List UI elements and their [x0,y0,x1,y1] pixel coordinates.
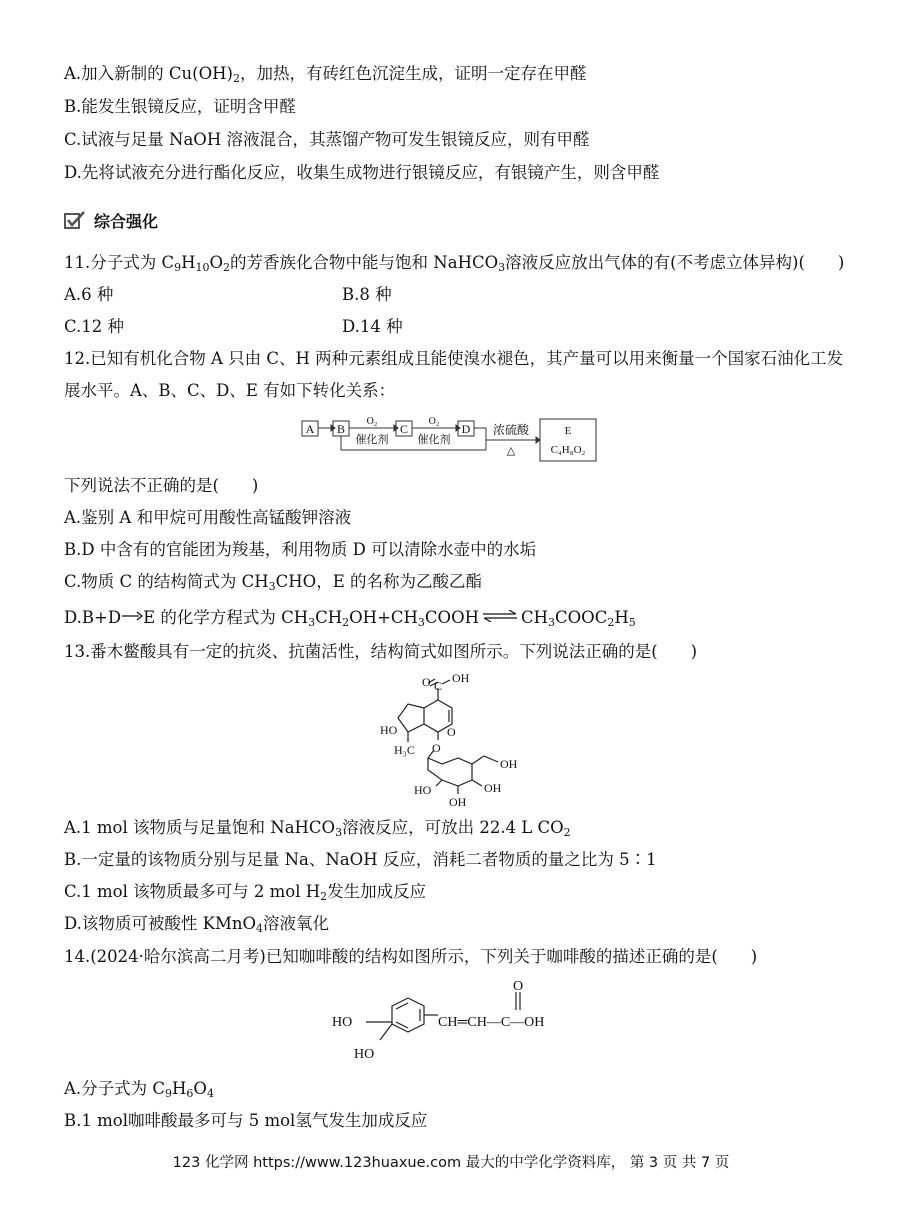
section-header [64,208,158,232]
svg-text:CH═CH—C—OH: CH═CH—C—OH [438,1015,545,1030]
q13-option-b: B.一定量的该物质分别与足量 Na、NaOH 反应，消耗二者物质的量之比为 5∶1 [64,850,657,869]
svg-text:O: O [422,675,431,689]
scheme-o2-2: O₂ [428,416,440,427]
svg-text:OH: OH [500,757,518,771]
q13-structure [372,666,552,810]
scheme-e-formula: C₄H₈O₂ [550,444,586,456]
q10-option-b: B.能发生银镜反应，证明含甲醛 [64,97,296,116]
q10-option-c: C.试液与足量 NaOH 溶液混合，其蒸馏产物可发生银镜反应，则有甲醛 [64,130,590,149]
reaction-arrow-icon [121,610,143,622]
scheme-o2-1: O₂ [366,416,378,427]
scheme-box-c: C [399,422,409,436]
q10-option-d: D.先将试液充分进行酯化反应，收集生成物进行银镜反应，有银镜产生，则含甲醛 [64,163,660,182]
q11-option-c: C.12 种 [64,317,125,336]
q11-stem: 11.分子式为 $C_9H_{10}O_2$的芳香族化合物中能与饱和 NaHCO$_3$溶液反应放出气体的有(不考虑立体异构)( ) [64,253,845,274]
scheme-box-b: B [336,422,346,436]
q11-option-a: A.6 种 [64,285,114,304]
q11-option-b: B.8 种 [342,285,392,304]
q11-option-d: D.14 种 [342,317,403,336]
svg-text:O: O [447,725,456,739]
q14-structure [330,978,580,1070]
scheme-box-d: D [461,422,471,436]
q14-stem: 14.(2024·哈尔滨高二月考)已知咖啡酸的结构如图所示，下列关于咖啡酸的描述正确的是( ) [64,947,758,966]
equilibrium-arrow-icon [481,610,519,622]
svg-text:H₃C: H₃C [394,743,415,757]
q12-option-d: D.B+D E 的化学方程式为 $CH_3CH_2OH+CH_3COOH$ $CH_3COOC_2H_5$ [64,608,636,629]
svg-text:OH: OH [484,781,502,795]
q13-option-a: A.1 mol 该物质与足量饱和 NaHCO$_3$溶液反应，可放出 22.4 L $CO_2$ [64,818,571,839]
scheme-heat: △ [506,445,516,457]
svg-text:O: O [432,741,441,755]
q12-stem-line1: 12.已知有机化合物 A 只由 C、H 两种元素组成且能使溴水褪色，其产量可以用来衡量一个国家石油化工发 [64,349,844,368]
svg-text:HO: HO [354,1047,375,1062]
svg-text:OH: OH [449,795,467,809]
svg-text:HO: HO [414,783,432,797]
q12-option-a: A.鉴别 A 和甲烷可用酸性高锰酸钾溶液 [64,508,352,527]
section-title: 综合强化 [94,211,159,231]
checklist-icon [64,211,86,229]
q13-option-c: C.1 mol 该物质最多可与 2 mol $H_2$发生加成反应 [64,882,427,903]
page-footer: 123 化学网 https://www.123huaxue.com 最大的中学化学资料库， 第 3 页 共 7 页 [172,1155,730,1171]
scheme-catalyst-1: 催化剂 [355,434,389,446]
svg-text:O: O [513,979,524,994]
svg-text:OH: OH [452,671,470,685]
q12-option-b: B.D 中含有的官能团为羧基，利用物质 D 可以清除水壶中的水垢 [64,540,537,559]
q12-question: 下列说法不正确的是( ) [64,476,259,495]
scheme-acid: 浓硫酸 [492,423,530,437]
svg-text:HO: HO [380,723,398,737]
svg-text:C: C [434,679,443,693]
q13-stem: 13.番木鳖酸具有一定的抗炎、抗菌活性，结构简式如图所示。下列说法正确的是( ) [64,642,698,661]
q10-option-a: A.加入新制的 $Cu(OH)_2$，加热，有砖红色沉淀生成，证明一定存在甲醛 [64,64,587,85]
q12-stem-line2: 展水平。A、B、C、D、E 有如下转化关系： [64,381,396,400]
scheme-e-label: E [564,425,572,437]
scheme-catalyst-2: 催化剂 [417,434,451,446]
svg-text:HO: HO [332,1015,353,1030]
q14-option-b: B.1 mol咖啡酸最多可与 5 mol氢气发生加成反应 [64,1111,428,1130]
q12-reaction-scheme [300,412,600,464]
q11-options-row2 [64,316,403,338]
q11-options-row1 [64,284,392,306]
q12-option-c: C.物质 C 的结构简式为 $CH_3CHO$，E 的名称为乙酸乙酯 [64,572,482,593]
q13-option-d: D.该物质可被酸性 KMnO$_4$溶液氧化 [64,914,330,935]
scheme-box-a: A [305,422,315,436]
q14-option-a: A.分子式为 $C_9H_6O_4$ [64,1079,214,1100]
